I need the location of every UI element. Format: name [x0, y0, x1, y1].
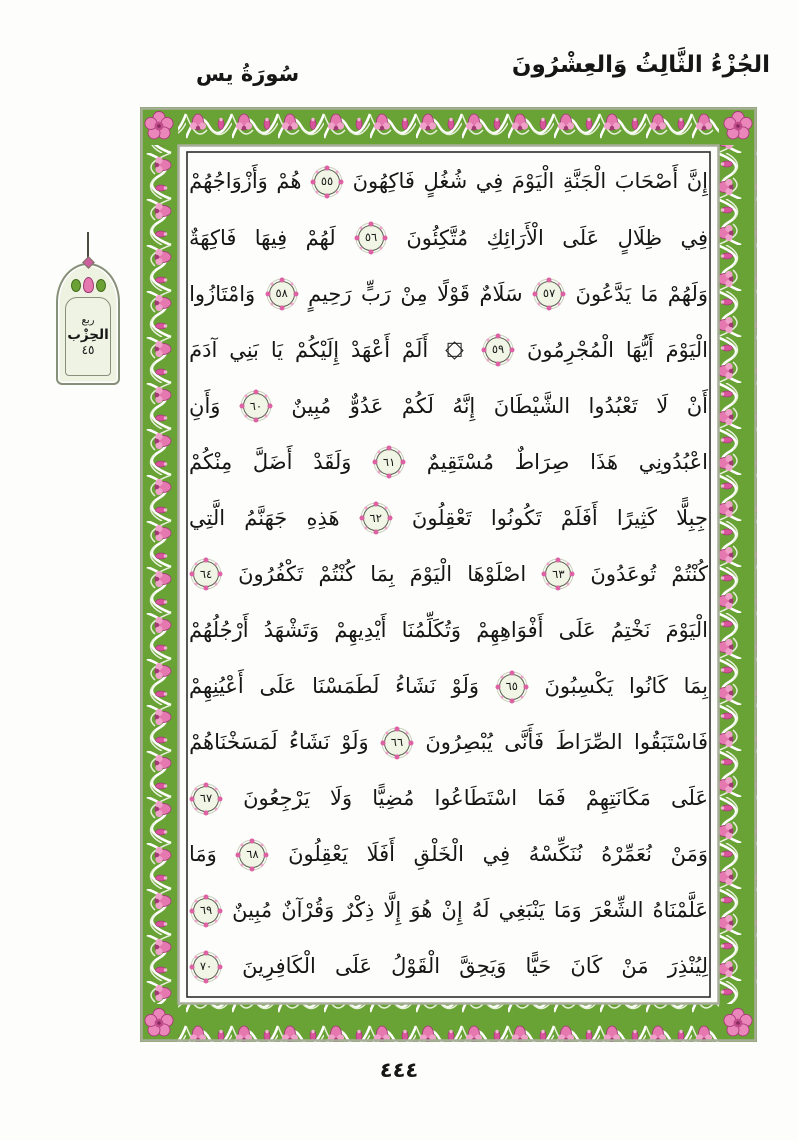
verse-number-badge [193, 898, 219, 924]
quran-word: مُتَّكِئُونَ [406, 225, 469, 250]
quran-word: آدَمَ [189, 337, 218, 362]
verse-number-badge [193, 954, 219, 980]
quran-word: عَلَى [259, 674, 297, 698]
quran-word: أَنْ [686, 393, 708, 418]
leaf-icon [71, 279, 81, 292]
quran-word: وَأَنِ [189, 393, 221, 418]
quran-word: ذِكْرٌ [343, 898, 375, 923]
quran-line [189, 154, 708, 210]
verse-number-badge [485, 337, 511, 363]
quran-word: كَانُوا [628, 674, 668, 698]
quran-word: بَنِي [229, 337, 259, 362]
quran-word: عَلَى [558, 617, 596, 642]
verse-number-badge [358, 225, 384, 251]
quran-word: لِيُنْذِرَ [667, 954, 708, 979]
quran-word: مُبِينٌ [291, 393, 332, 418]
quran-word: يُبْصِرُونَ [425, 730, 493, 755]
quran-word: بِمَا [370, 561, 395, 586]
quran-line [189, 939, 708, 995]
quran-word: وَلَهُمْ [667, 281, 708, 306]
surah-header: سُورَةُ يس [196, 62, 300, 86]
quran-word: تُوعَدُونَ [590, 561, 657, 586]
quran-line [189, 210, 708, 266]
quran-word: فِيهَا [254, 225, 288, 250]
quran-word: أَصْحَابَ [614, 169, 679, 194]
quran-word: فَمَا [537, 786, 566, 811]
verse-number-badge [193, 561, 219, 587]
marker-dome [56, 263, 120, 385]
quran-word: مُبِينٌ [232, 898, 273, 923]
quran-word: عَلَى [671, 786, 708, 811]
verse-number-badge [499, 674, 525, 700]
quran-word: فَاكِهَةٌ [189, 225, 237, 250]
quran-word: أَيْدِيهِمْ [334, 617, 387, 642]
quran-word: وَقُرْآنٌ [281, 898, 335, 923]
quran-word: وَتُكَلِّمُنَا [401, 617, 462, 642]
quran-word: اصْلَوْهَا [467, 561, 527, 586]
quran-word: كَثِيرًا [616, 505, 657, 530]
quran-word: نَشَاءُ [289, 730, 330, 755]
quran-line [189, 827, 708, 883]
verse-number: ٥٦ [364, 230, 378, 245]
quran-word: كُنْتُمْ [671, 561, 708, 586]
verse-number: ٧٠ [199, 959, 213, 974]
quran-word: لَطَمَسْنَا [312, 674, 380, 698]
quran-word: عَلَى [562, 225, 600, 250]
quran-word: كَانَ [570, 954, 603, 979]
quran-word: مِنْكُمْ [189, 449, 233, 474]
quran-word: نَشَاءُ [395, 674, 436, 698]
quran-word: جَهَنَّمُ [244, 505, 288, 530]
quran-word: الصِّرَاطَ [555, 730, 623, 755]
verse-number: ٦٩ [199, 903, 213, 918]
quran-word: جِبِلًّا [676, 505, 708, 530]
quran-word: الْيَوْمَ [665, 337, 708, 362]
quran-word: تَكْفُرُونَ [238, 561, 304, 586]
quran-word: الْخَلْقِ [413, 842, 464, 867]
quran-word: يَا [270, 337, 284, 362]
quran-word: أَعْيُنِهِمْ [189, 674, 244, 698]
verse-number: ٦١ [382, 454, 396, 469]
quran-word: يَكْسِبُونَ [544, 674, 614, 698]
quran-word: يَعْقِلُونَ [288, 842, 348, 867]
marker-hizb-label: الحِزْب [67, 326, 109, 343]
quran-word: الَّتِي [189, 505, 226, 530]
quran-word: إِنْ [441, 898, 463, 923]
quran-word: فَأَنَّى [504, 730, 544, 755]
quran-word: الشِّعْرَ [590, 898, 644, 923]
quran-word: فِي [680, 225, 708, 250]
verse-number-badge [384, 730, 410, 756]
quran-word: مَا [640, 281, 659, 306]
verse-number: ٥٩ [491, 342, 505, 357]
quran-word: نُنَكِّسْهُ [528, 842, 583, 867]
quran-word: مَكَانَتِهِمْ [585, 786, 651, 811]
quran-word: أَلَمْ [402, 337, 429, 362]
quran-line [189, 659, 708, 715]
quran-word: الشَّيْطَانَ [493, 393, 571, 418]
verse-number-badge [536, 281, 562, 307]
quran-line [189, 378, 708, 434]
marker-rub-label: ربع [81, 315, 95, 327]
quran-line [189, 771, 708, 827]
hizb-quarter-marker [56, 232, 120, 385]
quran-word: وَأَزْوَاجُهُمْ [189, 169, 268, 194]
quran-word: لَمَسَخْنَاهُمْ [189, 730, 278, 755]
quran-word: مُضِيًّا [372, 786, 415, 811]
quran-word: وَتَشْهَدُ [263, 617, 320, 642]
juz-header: الجُزْءُ الثَّالِثُ وَالعِشْرُونَ [511, 52, 770, 78]
quran-word: فَاكِهُونَ [352, 169, 415, 194]
quran-word: وَامْتَازُوا [189, 281, 256, 306]
quran-text-area [189, 154, 708, 995]
quran-word: تَعْبُدُوا [588, 393, 638, 418]
verse-number: ٦٨ [246, 847, 259, 862]
quran-word: الْيَوْمَ [409, 561, 453, 586]
quran-word: أَعْهَدْ [351, 337, 391, 362]
verse-number: ٥٨ [275, 286, 288, 301]
quran-word: هُمْ [276, 169, 302, 194]
verse-number-badge [239, 842, 265, 868]
quran-word: الْيَوْمَ [511, 169, 555, 194]
quran-word: مُسْتَقِيمٌ [426, 449, 495, 474]
quran-word: فِي [475, 169, 504, 194]
quran-line [189, 266, 708, 322]
verse-number: ٦٠ [249, 398, 263, 413]
quran-word: وَلَا [330, 786, 353, 811]
verse-number: ٦٥ [505, 678, 518, 693]
verse-number: ٦٦ [390, 734, 404, 749]
quran-word: يَنْبَغِي [498, 898, 545, 923]
verse-number: ٦٤ [199, 566, 213, 581]
quran-word: الْجَنَّةِ [562, 169, 607, 194]
verse-number-badge [376, 449, 402, 475]
verse-number-badge [314, 169, 340, 195]
quran-word: أَضَلَّ [252, 449, 293, 474]
quran-word: الْكَافِرِينَ [242, 954, 316, 979]
quran-word: لَا [656, 393, 669, 418]
quran-word: عَلَّمْنَاهُ [652, 898, 708, 923]
quran-word: الْقَوْلُ [391, 954, 441, 979]
quran-word: أَفَلَمْ [560, 505, 598, 530]
quran-word: رَبٍّ [361, 281, 391, 306]
quran-word: تَعْقِلُونَ [411, 505, 472, 530]
verse-number-badge [363, 505, 389, 531]
marker-text-panel [65, 297, 111, 376]
rub-el-hizb-icon [445, 341, 463, 359]
marker-hizb-number: ٤٥ [81, 343, 95, 358]
quran-line [189, 434, 708, 490]
quran-word: كُنْتُمْ [318, 561, 356, 586]
quran-word: وَلَوْ [341, 730, 369, 755]
quran-word: مِنْ [400, 281, 428, 306]
quran-line [189, 546, 708, 602]
quran-word: وَيَحِقَّ [459, 954, 507, 979]
quran-word: الْمُجْرِمُونَ [526, 337, 614, 362]
quran-word: عَلَى [335, 954, 372, 979]
quran-word: قَوْلًا [437, 281, 470, 306]
quran-word: عَدُوٌّ [349, 393, 384, 418]
verse-number: ٦٣ [552, 566, 565, 581]
quran-word: فَاسْتَبَقُوا [633, 730, 708, 755]
quran-word: نُعَمِّرْهُ [601, 842, 652, 867]
quran-word: أَيُّهَا [625, 337, 654, 362]
marker-ornament-icon [71, 277, 106, 293]
quran-line [189, 883, 708, 939]
quran-word: إِنَّهُ [452, 393, 476, 418]
quran-word: الْيَوْمَ [665, 617, 708, 642]
quran-word: يَرْجِعُونَ [243, 786, 310, 811]
quran-word: وَمَا [189, 842, 217, 867]
quran-word: هُوَ [410, 898, 433, 923]
quran-line [189, 715, 708, 771]
quran-word: إِلَّا [383, 898, 402, 923]
verse-number: ٥٧ [542, 286, 556, 301]
quran-word: فِي [482, 842, 511, 867]
quran-word: لَكُمْ [401, 393, 434, 418]
verse-number-badge [243, 393, 269, 419]
verse-number-badge [269, 281, 295, 307]
quran-word: لَهُ [471, 898, 490, 923]
quran-word: تَكُونُوا [490, 505, 542, 530]
quran-word: أَرْجُلُهُمْ [189, 617, 249, 642]
verse-number: ٥٥ [320, 174, 334, 189]
verse-number-badge [193, 786, 219, 812]
verse-number-badge [545, 561, 571, 587]
quran-word: حَيًّا [525, 954, 552, 979]
quran-line [189, 322, 708, 378]
quran-word: يَدَّعُونَ [575, 281, 632, 306]
quran-word: وَلَوْ [451, 674, 480, 698]
quran-word: الْأَرَائِكِ [486, 225, 544, 250]
flower-bud-icon [83, 277, 94, 293]
quran-word: صِرَاطٌ [514, 449, 570, 474]
quran-word: ظِلَالٍ [617, 225, 663, 250]
quran-word: نَخْتِمُ [610, 617, 651, 642]
quran-word: مَنْ [621, 954, 649, 979]
quran-word: إِنَّ [686, 169, 708, 194]
quran-word: إِلَيْكُمْ [294, 337, 340, 362]
page-number: ٤٤٤ [379, 1058, 419, 1082]
quran-word: لَهُمْ [305, 225, 336, 250]
quran-word: اعْبُدُونِي [638, 449, 708, 474]
quran-word: أَفَلَا [366, 842, 396, 867]
quran-word: وَلَقَدْ [313, 449, 352, 474]
quran-word: هَذَا [590, 449, 619, 474]
quran-word: هَذِهِ [306, 505, 340, 530]
marker-stem-line [87, 232, 89, 258]
quran-word: أَفْوَاهِهِمْ [476, 617, 544, 642]
quran-word: سَلَامٌ [479, 281, 523, 306]
quran-line [189, 490, 708, 546]
leaf-icon [96, 279, 106, 292]
quran-word: وَمَا [553, 898, 582, 923]
quran-word: شُغُلٍ [423, 169, 468, 194]
quran-line [189, 603, 708, 659]
verse-number: ٦٧ [199, 790, 213, 805]
verse-number: ٦٢ [369, 510, 382, 525]
quran-word: بِمَا [683, 674, 708, 698]
quran-word: رَحِيمٍ [308, 281, 352, 306]
quran-word: وَمَنْ [670, 842, 708, 867]
quran-word: اسْتَطَاعُوا [434, 786, 518, 811]
